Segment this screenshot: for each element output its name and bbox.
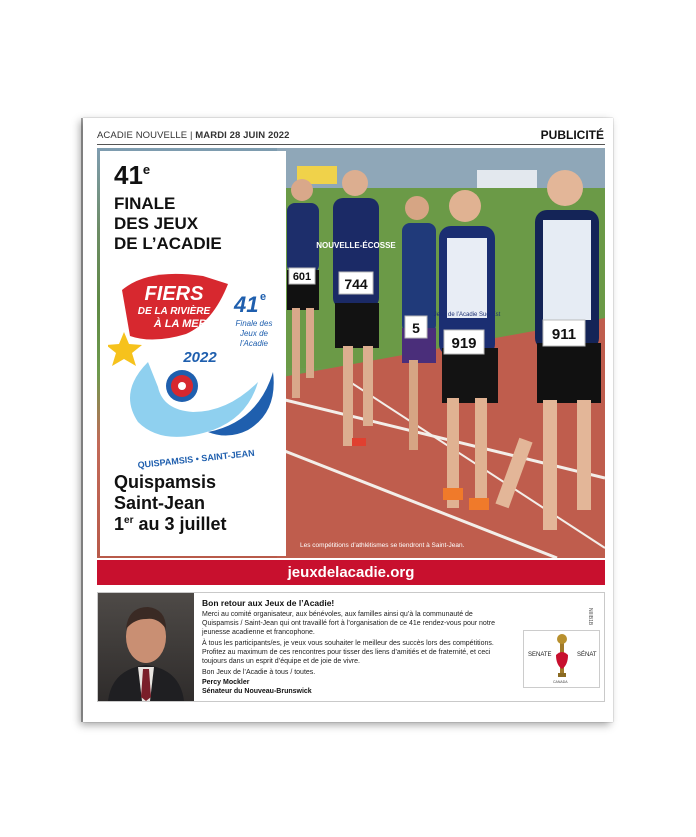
logo-year: 2022 xyxy=(183,349,217,366)
masthead-date: MARDI 28 JUIN 2022 xyxy=(195,130,290,141)
bib-5: 5 xyxy=(412,320,420,336)
senate-label-en: SENATE xyxy=(528,652,552,658)
senate-country: CANADA xyxy=(553,680,568,684)
masthead-separator: | xyxy=(189,130,193,141)
games-logo xyxy=(108,262,286,470)
message-title: Bon retour aux Jeux de l’Acadie! xyxy=(202,598,335,608)
logo-edition-suffix: e xyxy=(260,291,267,303)
message-p1-line2: Quispamsis / Saint-Jean qui ont travaillé fort à l’organisation de ce 41e rendez-vous pour notre xyxy=(202,620,495,627)
location-city-1: Quispamsis xyxy=(114,472,217,492)
edition-number-value: 41 xyxy=(114,160,143,190)
message-p3: Bon Jeux de l’Acadie à tous / toutes. xyxy=(202,669,316,676)
signer-title: Sénateur du Nouveau-Brunswick xyxy=(202,688,312,695)
message-p2-line2: Profitez au maximum de ces rencontres pour tisser des liens d’amitiés et de fraternité, et ceci xyxy=(202,649,491,656)
logo-slogan-3: À LA MER! xyxy=(153,318,211,330)
bib-911: 911 xyxy=(551,326,577,343)
message-p2-line3: toujours dans un esprit d’équipe et de joie de vivre. xyxy=(202,658,360,665)
message-p1-line3: jeunesse acadienne et francophone. xyxy=(202,629,315,636)
section-label: PUBLICITÉ xyxy=(540,128,604,142)
jersey-text-ns: NOUVELLE-ÉCOSSE xyxy=(316,241,396,250)
logo-arc-text: QUISPAMSIS • SAINT-JEAN xyxy=(137,447,256,470)
location-city-2: Saint-Jean xyxy=(114,493,206,513)
bib-744: 744 xyxy=(344,276,368,292)
date-rest: au 3 juillet xyxy=(138,514,227,534)
ad-code: NIIIB1B xyxy=(587,608,593,626)
jersey-text-se: Jeux de l’Acadie Sud-Est xyxy=(433,312,501,318)
senator-portrait xyxy=(98,593,194,701)
mace-icon xyxy=(553,633,571,679)
headline-line3: DE L’ACADIE xyxy=(114,234,222,253)
url-banner xyxy=(97,560,605,585)
logo-sub-2: Jeux de xyxy=(239,329,269,338)
message-p2-line1: À tous les participants/es, je veux vous souhaiter le meilleur des succès lors des compétitions. xyxy=(202,640,494,647)
bib-601: 601 xyxy=(292,271,312,283)
date-suffix: er xyxy=(124,515,134,526)
message-p1-line1: Merci au comité organisateur, aux bénévoles, aux familles ainsi qu’à la communauté de xyxy=(202,611,473,618)
headline-line1: FINALE xyxy=(114,194,176,213)
signer-name: Percy Mockler xyxy=(202,679,250,686)
masthead xyxy=(97,130,289,141)
logo-edition: 41 xyxy=(234,292,259,317)
event-dates xyxy=(114,514,227,535)
paper-name: ACADIE NOUVELLE xyxy=(97,130,188,141)
bib-919: 919 xyxy=(451,335,477,352)
photo-caption: Les compétitions d’athlétismes se tiendront à Saint-Jean. xyxy=(300,542,465,549)
date-day: 1 xyxy=(114,514,125,534)
logo-slogan-1: FIERS xyxy=(144,283,204,305)
portrait-illustration xyxy=(98,593,194,701)
logo-sub-1: Finale des xyxy=(235,319,273,328)
senate-label-fr: SÉNAT xyxy=(577,652,597,658)
headline-line2: DES JEUX xyxy=(114,214,199,233)
edition-suffix: e xyxy=(142,162,151,177)
logo-sub-3: l’Acadie xyxy=(239,339,269,348)
header-rule xyxy=(97,144,605,145)
website-link[interactable]: jeuxdelacadie.org xyxy=(287,564,415,581)
logo-slogan-2: DE LA RIVIÈRE xyxy=(137,306,211,317)
edition-number xyxy=(114,160,150,191)
